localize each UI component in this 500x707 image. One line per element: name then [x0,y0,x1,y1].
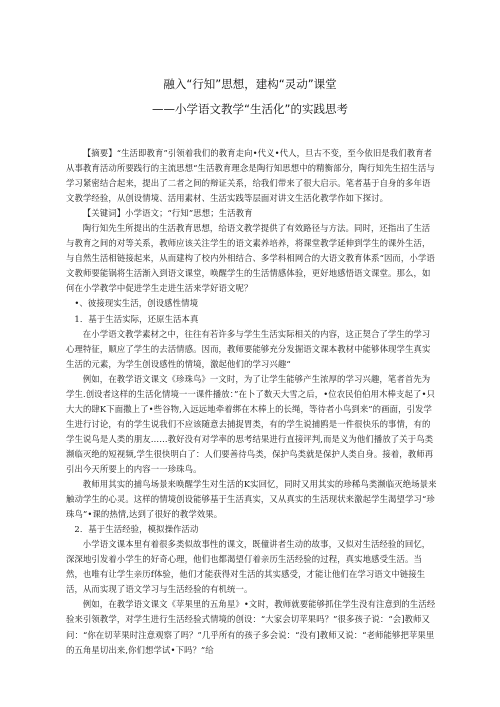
intro-paragraph: 陶行知先生所提出的生活教育思想，给语文教学提供了有效路径与方法。同时，还指出了生活与教育之间的对等关系，教师应该关注学生的语文素养培养，将课堂教学延伸到学生的课外生活，与自然生活相链接起来，从而建构了校内外相结合、多学科相网合的大语文教育体系“因而，小学语文教师要能锅将生活渐入到语文课堂，唤醒学生的生活情感体验，更好地感悟语文课堂。那么，如何在小学教学中促进学生走进生活来学好语文呢？ [66,223,435,294]
article-subtitle: ——小学语文教学“生活化”的实践思考 [152,102,348,116]
subsection-heading-2: 2．基于生活经验，模拟操作活动 [74,524,199,535]
body-paragraph: 小学语文课本里有着很多类似故事性的课文，既僮讲者生动的故事，又似对生活经验的回忆，深深地引发着小学生的好奇心理，他们也都渴望仃着亲历生活经验的过程，真实地感受生活。当然，也唯有让学生亲历f体验，他们才能获得对生活的其实感受，才能让他们在学习语文中链接生活，从而实现了语文学习与生活经验的有机统一。 [66,539,431,595]
body-paragraph: 在小学语文教学素材之中，往往有若许多与学生生活实际相关的内容，这正契合了学生的学习心理特征，顺应了学生的去活情感。因而，教师要能够充分发掘语文课本教材中能够体现学生真实生活的元素，为学生创设感性的情境，激起他们的学习兴趣“ [66,328,431,369]
section-heading-1: •、彼接现实生活，创设感性情境 [74,298,199,309]
article-body [66,146,438,658]
article-title: 融入“行知”思想，建构“灵动”课堂 [163,77,337,91]
body-paragraph: 例如，在教学语文课文《珍珠鸟》一文时，为了让学生能够产生浓厚的学习兴趣，笔者首先为学生.创设者这样的生活化情境一一课件播放：”在卜了数天大雪之后，•位农民伯伯用木棒支起了•只大大的肆K下面撒上了•些谷物,入远远地牵着绑在木棒上的长绳，等待者小鸟到来”的画面，引发学生进行讨论，有的学生说我们不应该随意去捕捉胃类，有的学生说捕鸥是一件很快乐的事情，有的学生说鸟是人类的朋友……教好没有对学率的思考结果进行直接评判,而是义为他们播放了关于鸟类濒临灭绝的短视频,学生很快明白了：人们要善待鸟类，保护鸟类就是保护人类自身。接着，教师再引出今天所要上的内容一一珍珠鸟。 [66,373,435,474]
abstract-paragraph: 【摘要】“生活即教育”引领着我们的教育走向•代义•代人，旦古不变，至今依旧是我们教育者从事教育活动所要践行的主流思想“生活教育理念是陶行知思想中的精衡部分，陶行知先生招生活与学习紧密结合起来，提出了二者之间的辩证关系，给我们带来了很大启示。笔者基于自身的多年语文教学经验，从创设情境、活用素材、生活实践等层面对讲文生活化教学作如下探讨。 [66,148,435,204]
keywords-paragraph: 【关键词】小学语文；“行知”思想；生活教育 [82,208,253,219]
body-paragraph: 教师用其实的捕鸟场景来唤醒学生对生活的K实回忆，同时又用其实的珍稀鸟类濒临灭绝场景来触动学生的心灵。这样的情境创设能够基于生活真实，又从真实的生活现状来激起学生渴望学习“珍珠鸟”•课的热情,达到了很好的教学效果。 [66,479,437,520]
body-paragraph: 例如，在教学语文课文《苹果里的五角星》•文时，教师就要能够抓住学生没有注意到的生活经验来引领教学，对学生进行生活经验式情境的创设：“大家会切苹果吗？”很多孩子说：“会]教师又问：“你在切苹果时注意观察了吗？”几乎所有的孩子多会说：“没有]教师又说：“老师能够把苹果里的五角星切出来,你们想学试•下吗？”给 [66,599,436,655]
subsection-heading-1: 1．基于生活实际，还原生活本真 [74,313,199,324]
